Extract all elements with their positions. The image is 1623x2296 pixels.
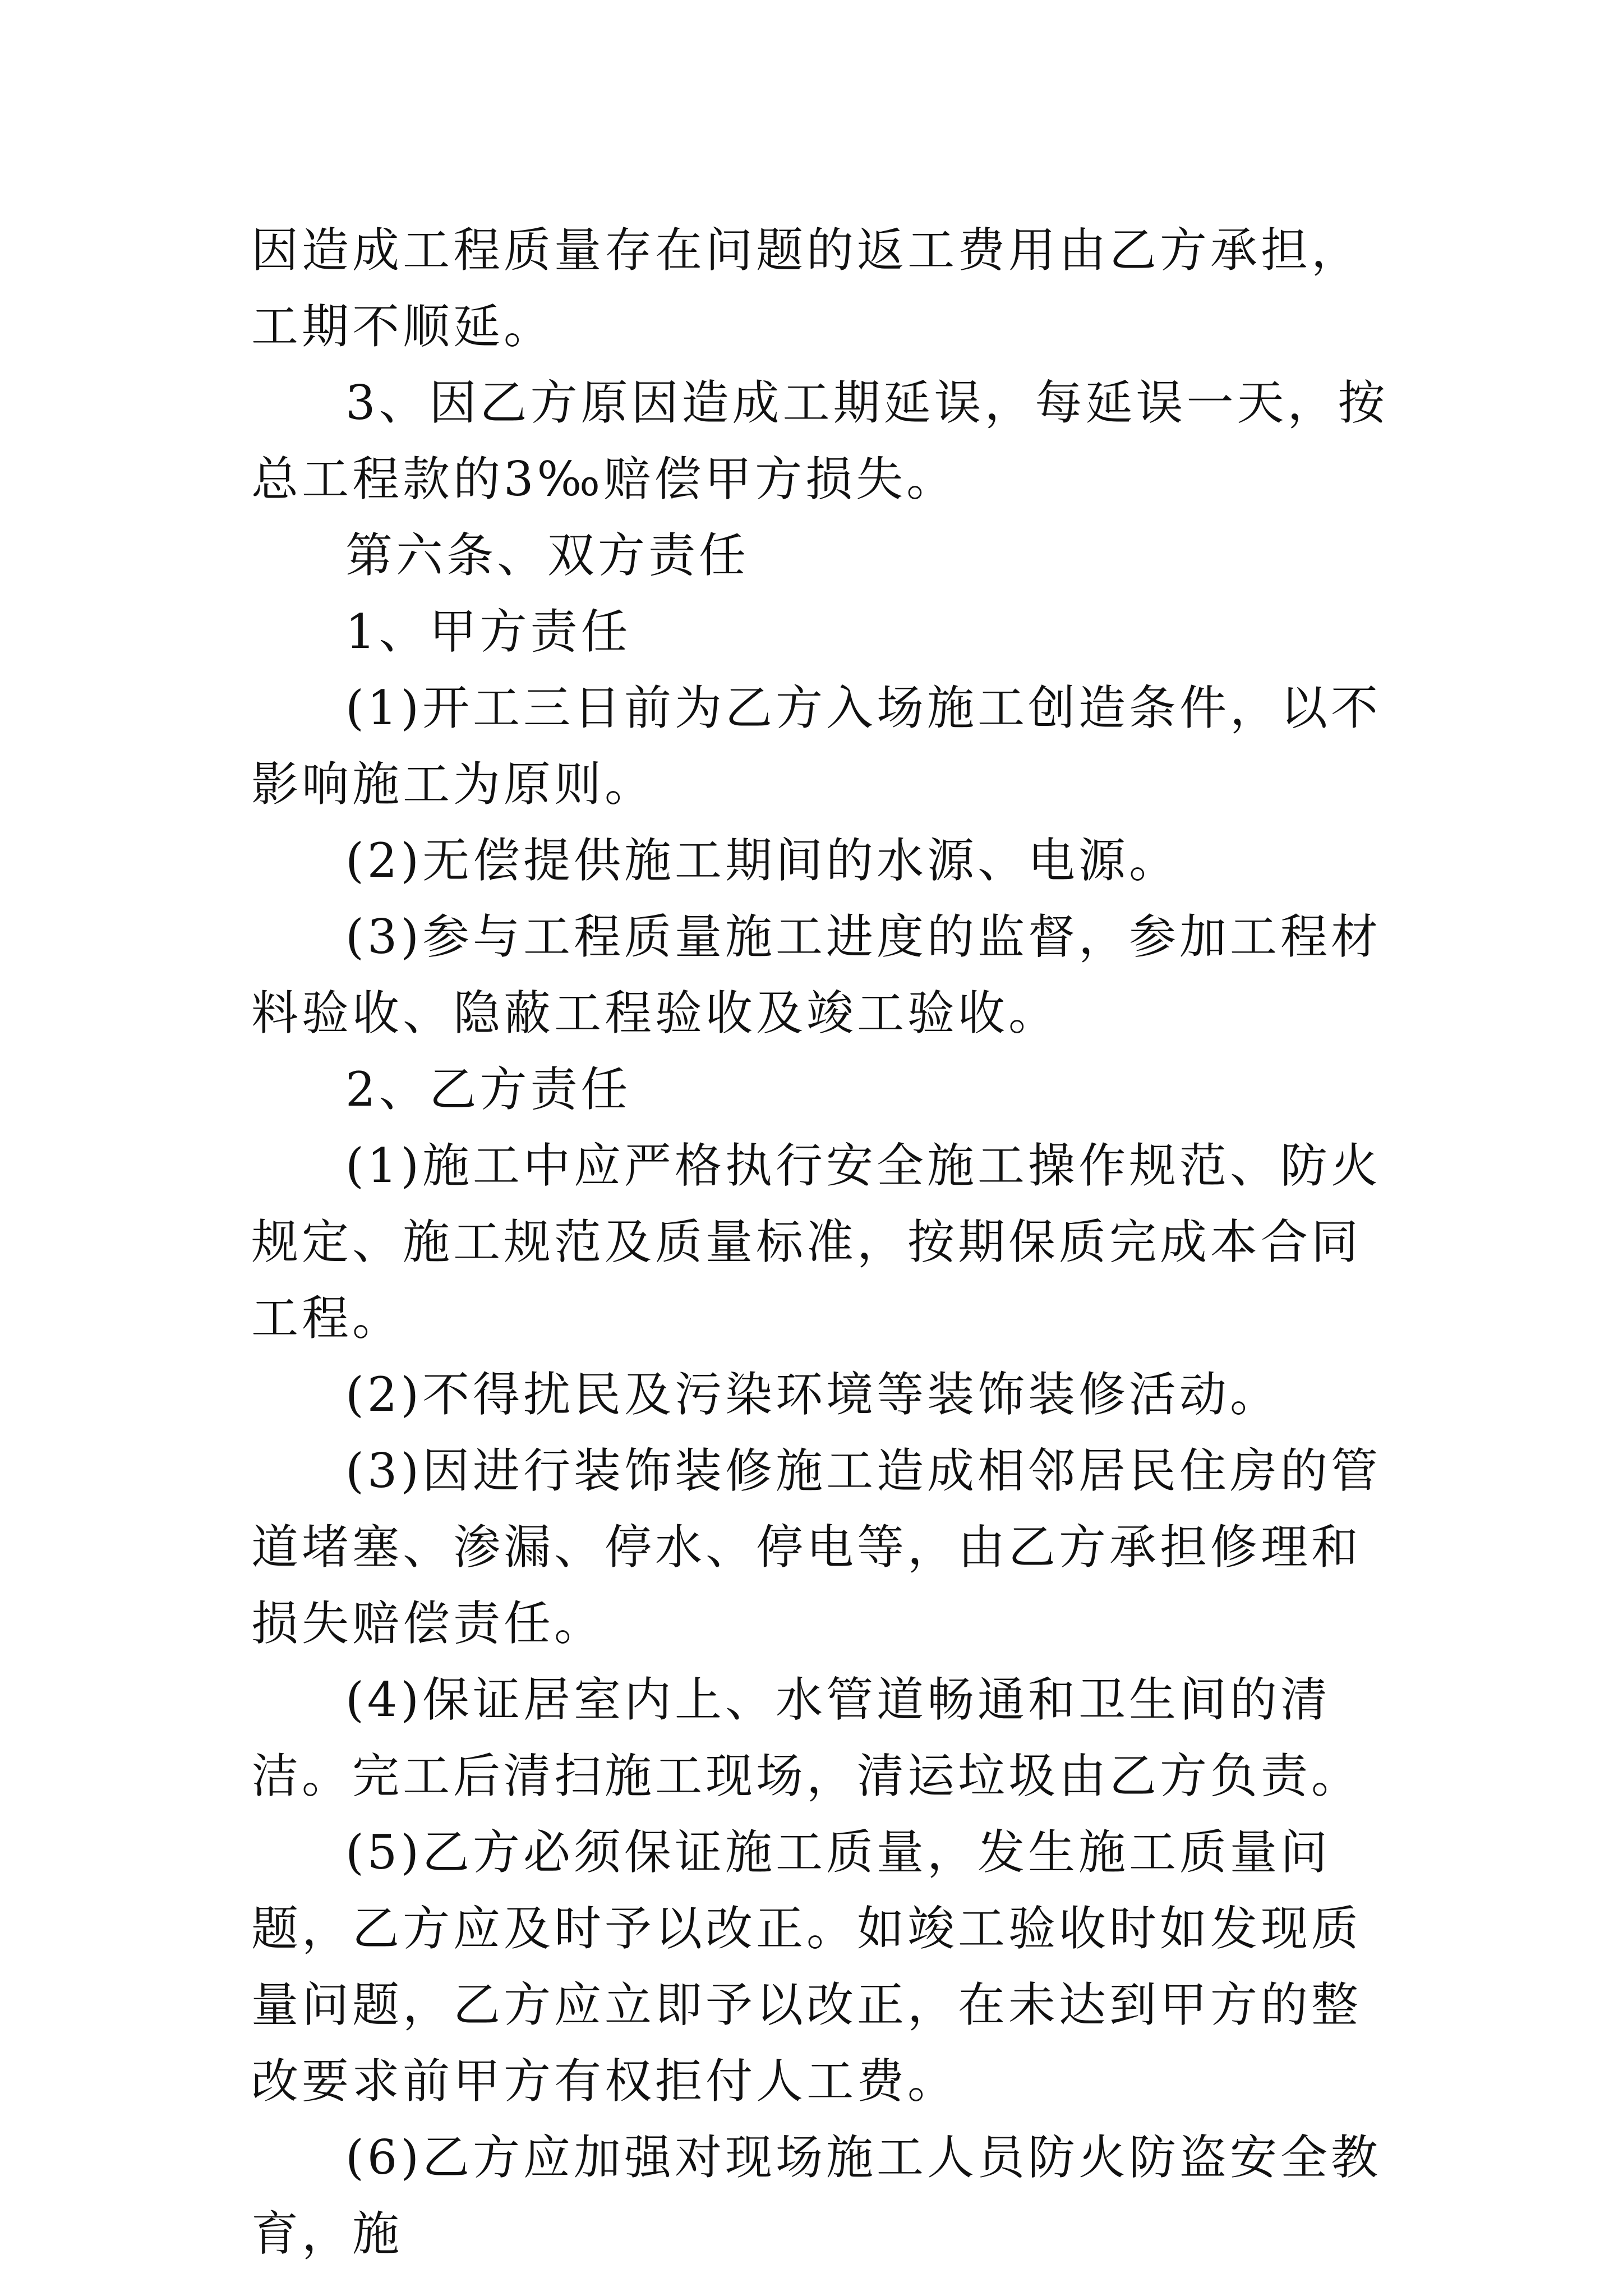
paragraph-delay-penalty: 3、因乙方原因造成工期延误，每延误一天，按总工程款的3‰赔偿甲方损失。 (251, 375, 1389, 507)
party-b-item-4: (4)保证居室内上、水管道畅通和卫生间的清洁。完工后清扫施工现场，清运垃圾由乙方负责。 (251, 1672, 1362, 1803)
party-a-item-3: (3)参与工程质量施工进度的监督，参加工程材料验收、隐蔽工程验收及竣工验收。 (251, 909, 1381, 1041)
party-b-item-2: (2)不得扰民及污染环境等装饰装修活动。 (345, 1367, 1280, 1422)
subheading-party-b-responsibilities: 2、乙方责任 (345, 1062, 631, 1117)
paragraph-continued-rework-cost: 因造成工程质量存在问题的返工费用由乙方承担，工期不顺延。 (251, 223, 1362, 354)
party-b-item-1: (1)施工中应严格执行安全施工操作规范、防火规定、施工规范及质量标准，按期保质完成本合同工程。 (251, 1138, 1381, 1346)
party-b-item-5: (5)乙方必须保证施工质量，发生施工质量问题，乙方应及时予以改正。如竣工验收时如发现质量问题，乙方应立即予以改正，在未达到甲方的整改要求前甲方有权拒付人工费。 (251, 1825, 1362, 2109)
subheading-party-a-responsibilities: 1、甲方责任 (345, 604, 631, 659)
party-b-item-6: (6)乙方应加强对现场施工人员防火防盗安全教育，施 (251, 2130, 1381, 2261)
section-heading-mutual-responsibilities: 第六条、双方责任 (345, 528, 750, 583)
party-b-item-3: (3)因进行装饰装修施工造成相邻居民住房的管道堵塞、渗漏、停水、停电等，由乙方承担修理和损失赔偿责任。 (251, 1443, 1381, 1651)
contract-body (251, 212, 1395, 2272)
party-a-item-1: (1)开工三日前为乙方入场施工创造条件，以不影响施工为原则。 (251, 680, 1381, 812)
party-a-item-2: (2)无偿提供施工期间的水源、电源。 (345, 833, 1179, 888)
